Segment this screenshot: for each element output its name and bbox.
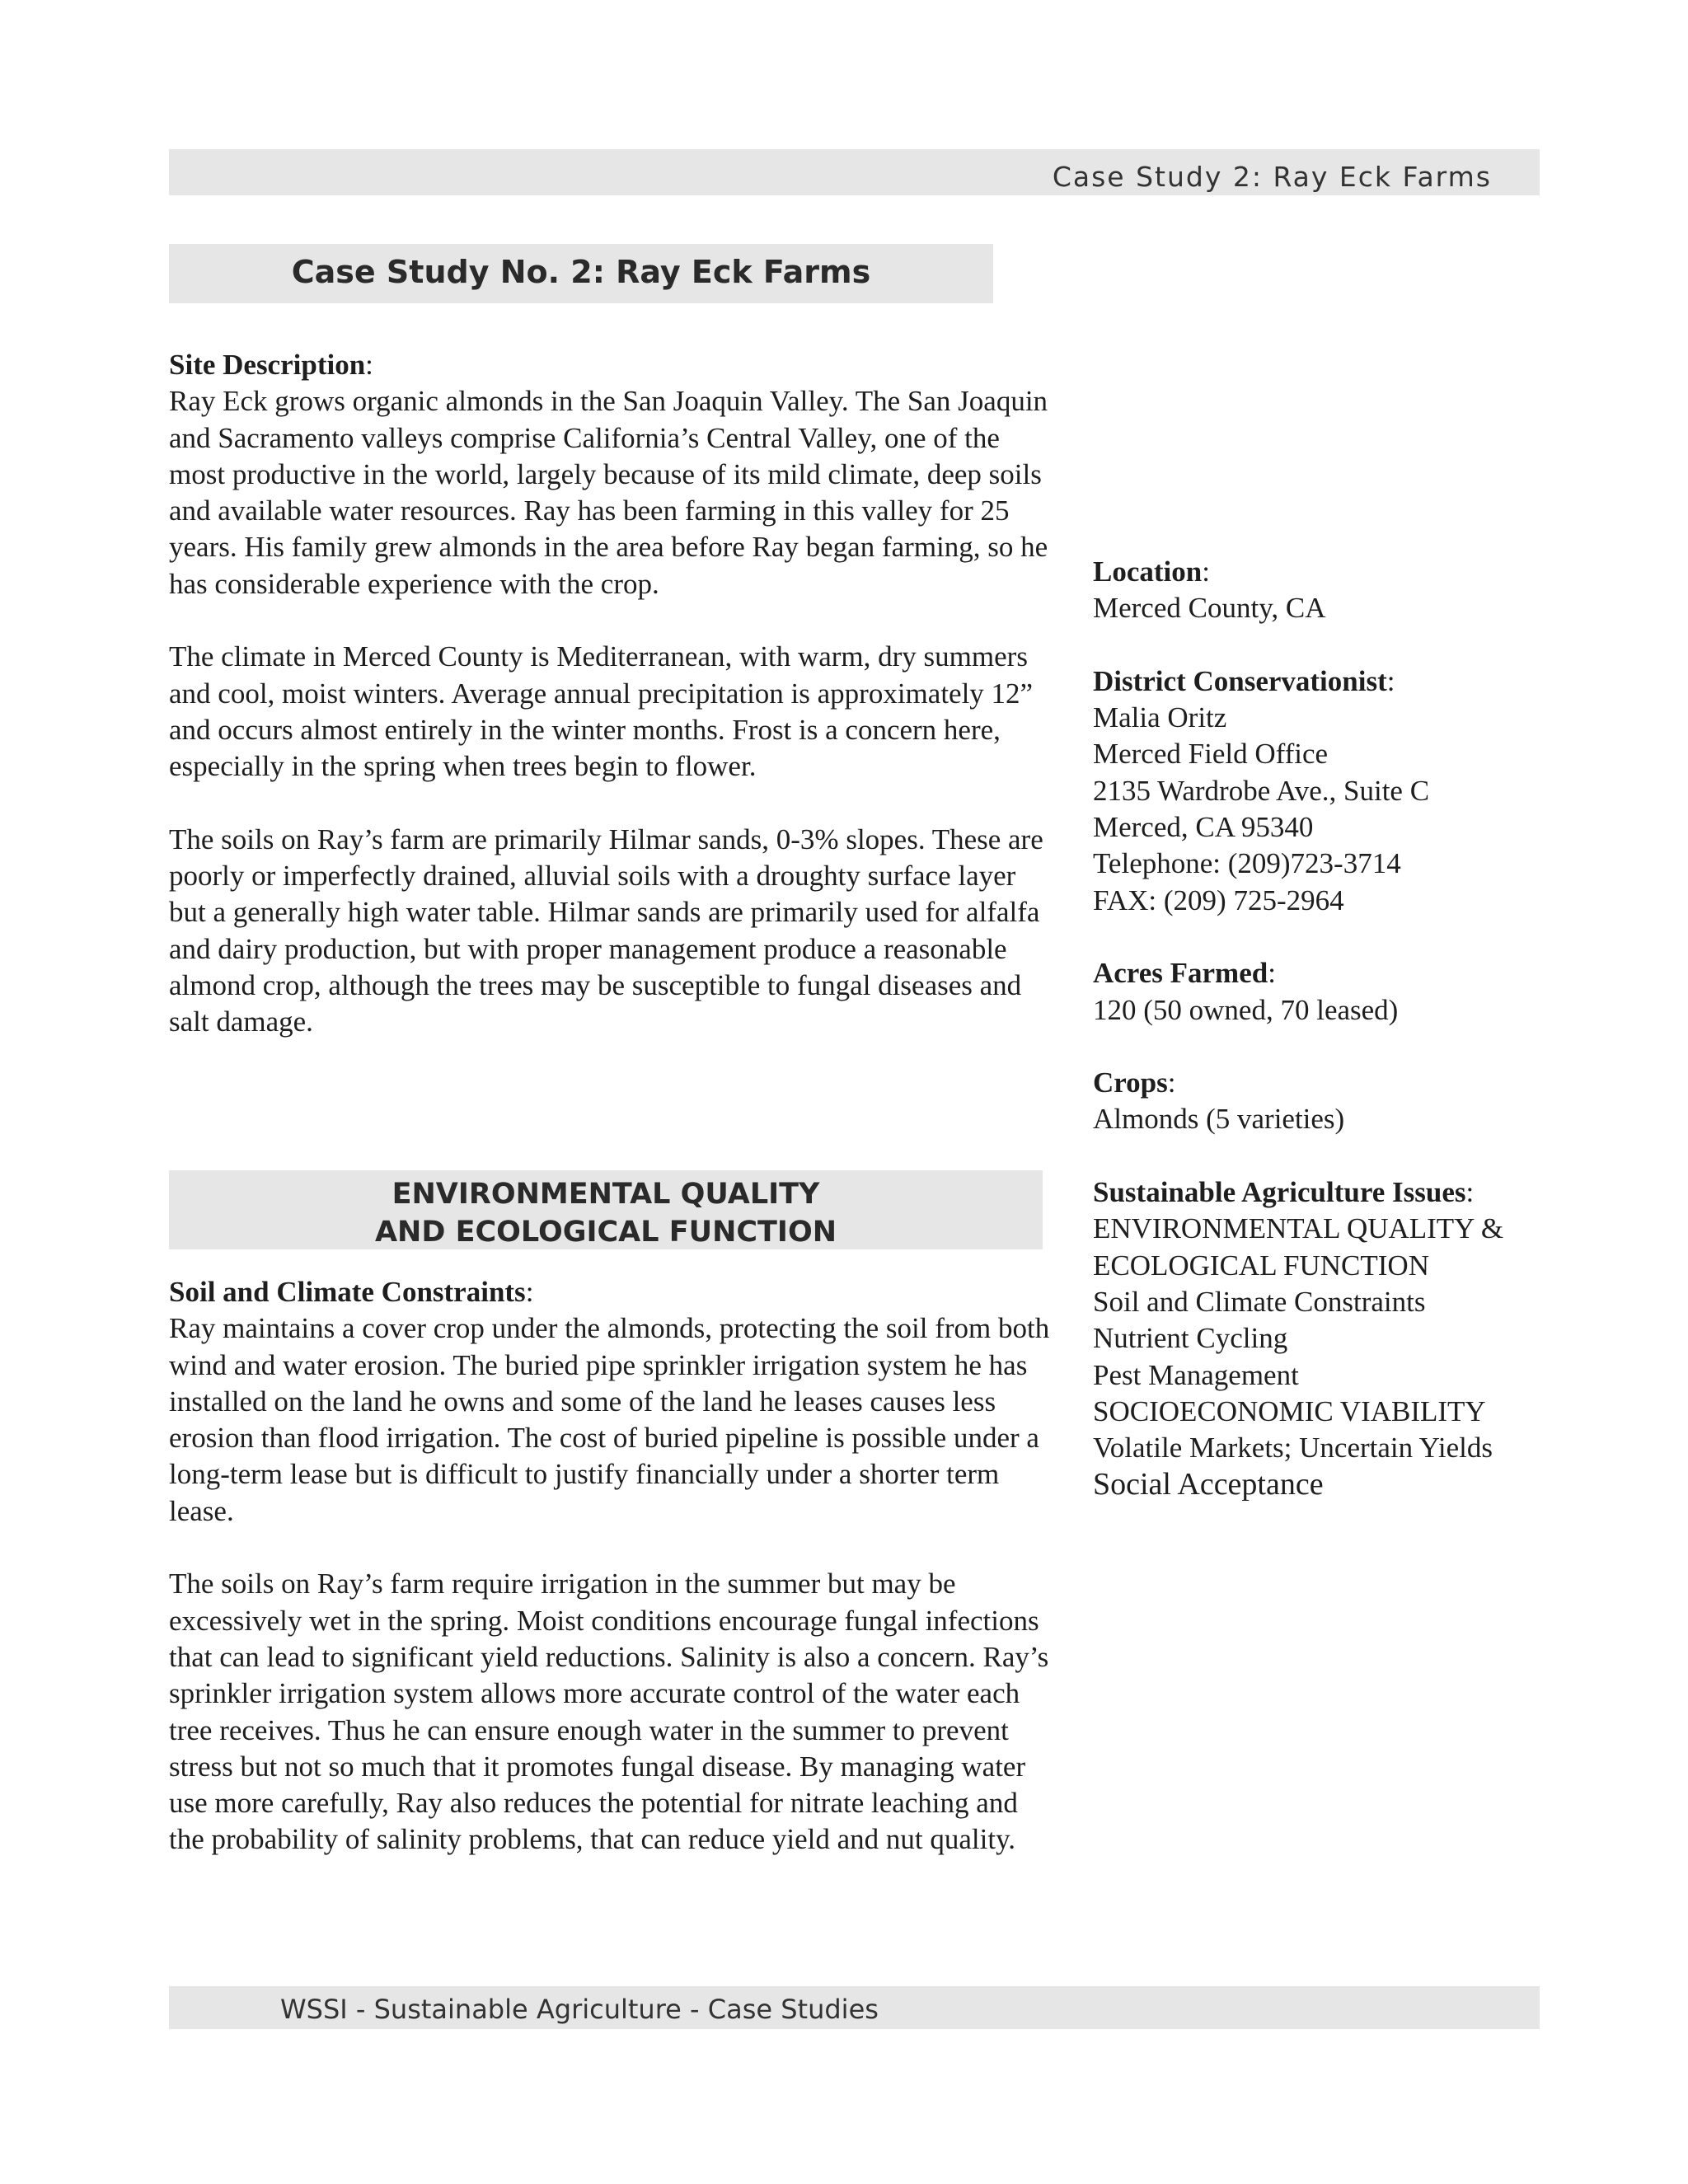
location-label: Location: [1093, 555, 1203, 588]
district-conservationist-heading: District Conservationist:: [1093, 664, 1395, 697]
issues-heading: Sustainable Agriculture Issues:: [1093, 1176, 1475, 1209]
site-description-para-1: Ray Eck grows organic almonds in the San Joaquin Valley. The San Joaquin and Sacramento valleys comprise California’s Central Valley, one of the most productive in the world, largely because of its mild climate, deep soils and available water resources. Ray has been farming in this valley for 25 years. His family grew almonds in the area before Ray began farming, so he has considerable experience with the crop.: [169, 385, 1048, 600]
section-heading: [169, 1175, 1043, 1251]
dc-office: Merced Field Office: [1093, 738, 1329, 771]
header-band: [169, 149, 1540, 195]
soil-climate-heading: Soil and Climate Constraints:: [169, 1276, 534, 1308]
issue-item: Soil and Climate Constraints: [1093, 1285, 1426, 1318]
issue-item: Pest Management: [1093, 1358, 1299, 1391]
soil-climate-para-1: Ray maintains a cover crop under the almonds, protecting the soil from both wind and water erosion. The buried pipe sprinkler irrigation system he has installed on the land he owns and some of the land he leases causes less erosion than flood irrigation. The cost of buried pipeline is possible under a long-term lease but is difficult to justify financially under a shorter term lease.: [169, 1312, 1050, 1527]
crops-value: Almonds (5 varieties): [1093, 1103, 1345, 1136]
section-heading-line-1: ENVIRONMENTAL QUALITY: [392, 1178, 820, 1211]
soil-climate-para-2: The soils on Ray’s farm require irrigation in the summer but may be excessively wet in the spring. Moist conditions encourage fungal infections that can lead to significant yield reductions. Salinity is also a concern. Ray’s sprinkler irrigation system allows more accurate control of the water each tree receives. Thus he can ensure enough water in the summer to prevent stress but not so much that it promotes fungal disease. By managing water use more carefully, Ray also reduces the potential for nitrate leaching and the probability of salinity problems, that can reduce yield and nut quality.: [169, 1568, 1049, 1856]
soil-climate-label: Soil and Climate Constraints: [169, 1276, 526, 1308]
sidebar: [1093, 554, 1554, 1503]
acres-value: 120 (50 owned, 70 leased): [1093, 993, 1399, 1026]
issue-item: Social Acceptance: [1093, 1467, 1324, 1502]
site-description-section: [169, 347, 1051, 1041]
acres-heading: Acres Farmed:: [1093, 957, 1276, 990]
issue-item: SOCIOECONOMIC VIABILITY: [1093, 1394, 1486, 1427]
dc-address: 2135 Wardrobe Ave., Suite C: [1093, 774, 1430, 807]
page-title: Case Study No. 2: Ray Eck Farms: [291, 254, 871, 290]
title-band: [169, 244, 993, 303]
issue-item: ENVIRONMENTAL QUALITY &: [1093, 1212, 1504, 1245]
site-description-para-3: The soils on Ray’s farm are primarily Hilmar sands, 0-3% slopes. These are poorly or imperfectly drained, alluvial soils with a droughty surface layer but a generally high water table. Hilmar sands are primarily used for alfalfa and dairy production, but with proper management produce a reasonable almond crop, although the trees may be susceptible to fungal diseases and salt damage.: [169, 823, 1043, 1038]
dc-name: Malia Oritz: [1093, 701, 1227, 734]
site-description-para-2: The climate in Merced County is Mediterranean, with warm, dry summers and cool, moist winters. Average annual precipitation is approximately 12” and occurs almost entirely in the winter months. Frost is a concern here, especially in the spring when trees begin to flower.: [169, 640, 1034, 783]
footer-band: [169, 1986, 1540, 2029]
crops-label: Crops: [1093, 1066, 1168, 1099]
issue-item: Volatile Markets; Uncertain Yields: [1093, 1432, 1493, 1465]
running-header: Case Study 2: Ray Eck Farms: [1052, 161, 1492, 193]
site-description-heading: Site Description:: [169, 349, 373, 381]
location-value: Merced County, CA: [1093, 592, 1326, 625]
location-heading: Location:: [1093, 555, 1210, 588]
footer-text: WSSI - Sustainable Agriculture - Case Studies: [280, 1994, 879, 2025]
site-description-label: Site Description: [169, 349, 366, 381]
dc-telephone: Telephone: (209)723-3714: [1093, 847, 1401, 880]
section-heading-band: [169, 1170, 1043, 1249]
issue-item: Nutrient Cycling: [1093, 1322, 1288, 1355]
acres-label: Acres Farmed: [1093, 957, 1268, 990]
dc-fax: FAX: (209) 725-2964: [1093, 883, 1344, 916]
section-heading-line-2: AND ECOLOGICAL FUNCTION: [374, 1216, 837, 1249]
issue-item: ECOLOGICAL FUNCTION: [1093, 1249, 1429, 1282]
soil-climate-section: [169, 1274, 1051, 1858]
issues-label: Sustainable Agriculture Issues: [1093, 1176, 1466, 1209]
district-conservationist-label: District Conservationist: [1093, 664, 1387, 697]
crops-heading: Crops:: [1093, 1066, 1176, 1099]
dc-city: Merced, CA 95340: [1093, 811, 1314, 844]
